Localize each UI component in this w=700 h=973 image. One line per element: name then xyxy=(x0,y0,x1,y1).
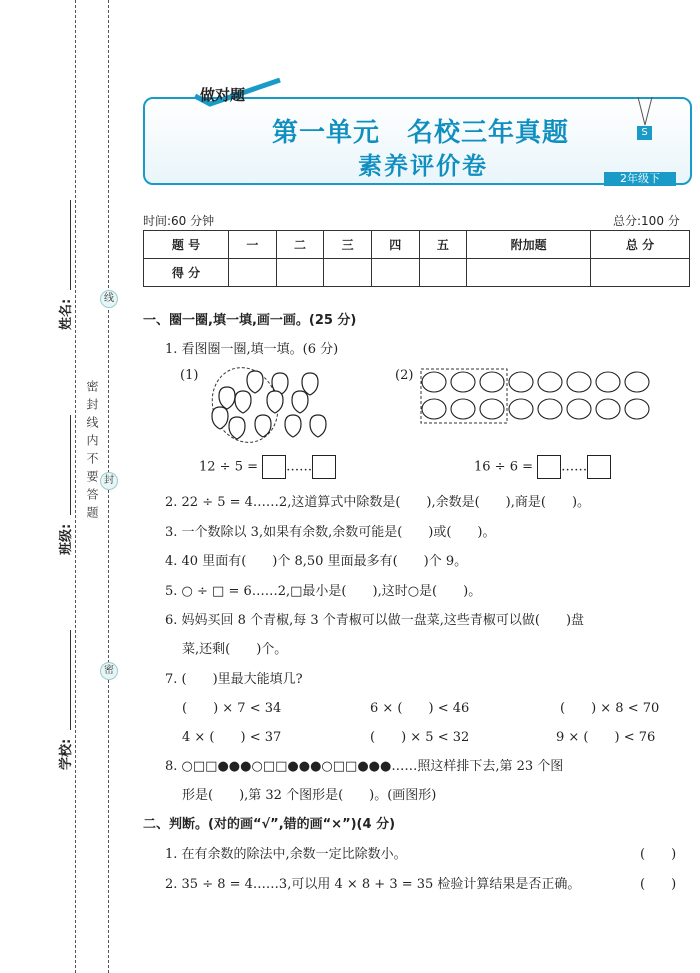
judge-question-1: 1. 在有余数的除法中,余数一定比除数小。 xyxy=(165,847,407,862)
seal-circle-dense: 密 xyxy=(100,662,118,680)
table-header-cell: 附加题 xyxy=(467,231,591,259)
answer-box-remainder[interactable] xyxy=(587,455,611,479)
judge-answer-2[interactable]: ( ) xyxy=(640,877,677,892)
table-header-cell: 四 xyxy=(371,231,419,259)
seal-warning-text: 密封线内不要答题 xyxy=(85,380,99,524)
judge-answer-1[interactable]: ( ) xyxy=(640,847,677,862)
table-header-cell: 一 xyxy=(229,231,277,259)
q7-item-1: ( ) × 7 < 34 xyxy=(182,701,282,716)
pumpkin-illustration xyxy=(420,368,660,424)
score-cell[interactable] xyxy=(371,259,419,287)
q7-item-4: 4 × ( ) < 37 xyxy=(182,730,282,745)
question-5: 5. ○ ÷ □ = 6……2,□最小是( ),这时○是( )。 xyxy=(165,584,482,599)
answer-box-quotient[interactable] xyxy=(537,455,561,479)
question-6-line2: 菜,还剩( )个。 xyxy=(182,642,288,657)
question-8-line1: 8. ○□□●●●○□□●●●○□□●●●……照这样排下去,第 23 个图 xyxy=(165,759,564,774)
name-underline xyxy=(70,200,71,290)
score-cell[interactable] xyxy=(324,259,372,287)
q7-item-6: 9 × ( ) < 76 xyxy=(556,730,656,745)
q7-item-5: ( ) × 5 < 32 xyxy=(370,730,470,745)
score-table-score-row xyxy=(144,259,690,287)
class-label: 班级: xyxy=(59,523,74,555)
remainder-dots: …… xyxy=(561,459,588,475)
question-1-equation2 xyxy=(474,455,611,479)
score-cell[interactable] xyxy=(419,259,467,287)
question-6-line1: 6. 妈妈买回 8 个青椒,每 3 个青椒可以做一盘菜,这些青椒可以做( )盘 xyxy=(165,613,585,628)
school-underline xyxy=(70,630,71,730)
seal-circle-seal: 封 xyxy=(100,472,118,490)
score-table-header-row xyxy=(144,231,690,259)
page-subtitle: 素养评价卷 xyxy=(358,152,488,180)
question-1: 1. 看图圈一圈,填一填。(6 分) xyxy=(165,342,339,357)
question-1-part2-label: (2) xyxy=(395,368,414,383)
name-label: 姓名: xyxy=(59,298,74,330)
class-underline xyxy=(70,415,71,515)
table-header-cell: 二 xyxy=(276,231,324,259)
hanging-tag-icon xyxy=(630,97,660,127)
question-8-line2: 形是( ),第 32 个图形是( )。(画图形) xyxy=(182,788,437,803)
score-cell[interactable] xyxy=(591,259,690,287)
score-cell[interactable] xyxy=(276,259,324,287)
page-title: 第一单元 名校三年真题 xyxy=(272,118,570,148)
section-tag: 做对题 xyxy=(200,86,246,104)
judge-question-2: 2. 35 ÷ 8 = 4……3,可以用 4 × 8 + 3 = 35 检验计算结果是否正确。 xyxy=(165,877,581,892)
question-3: 3. 一个数除以 3,如果有余数,余数可能是( )或( )。 xyxy=(165,525,496,540)
question-4: 4. 40 里面有( )个 8,50 里面最多有( )个 9。 xyxy=(165,554,468,569)
binding-dashed-line-left xyxy=(75,0,76,973)
table-header-cell: 五 xyxy=(419,231,467,259)
question-7: 7. ( )里最大能填几? xyxy=(165,672,303,687)
table-header-cell: 三 xyxy=(324,231,372,259)
q7-item-3: ( ) × 8 < 70 xyxy=(560,701,660,716)
strawberry-illustration xyxy=(205,365,340,445)
exam-time: 时间:60 分钟 xyxy=(143,214,215,228)
equation1-text: 12 ÷ 5 = xyxy=(199,459,258,475)
grade-badge: 2年级下 xyxy=(604,172,676,186)
q7-item-2: 6 × ( ) < 46 xyxy=(370,701,470,716)
section2-title: 二、判断。(对的画“√”,错的画“×”)(4 分) xyxy=(143,817,396,832)
equation2-text: 16 ÷ 6 = xyxy=(474,459,533,475)
level-badge: S xyxy=(637,126,652,140)
question-1-part1-label: (1) xyxy=(180,368,199,383)
school-label: 学校: xyxy=(59,738,74,770)
table-header-cell: 总 分 xyxy=(591,231,690,259)
score-cell[interactable] xyxy=(467,259,591,287)
exam-total-score: 总分:100 分 xyxy=(613,214,680,228)
remainder-dots: …… xyxy=(286,459,313,475)
answer-box-remainder[interactable] xyxy=(312,455,336,479)
score-table xyxy=(143,230,690,287)
score-cell[interactable] xyxy=(229,259,277,287)
answer-box-quotient[interactable] xyxy=(262,455,286,479)
score-row-label: 得 分 xyxy=(144,259,229,287)
question-1-equation1 xyxy=(199,455,336,479)
question-2: 2. 22 ÷ 5 = 4……2,这道算式中除数是( ),余数是( ),商是( )。 xyxy=(165,495,591,510)
table-header-cell: 题 号 xyxy=(144,231,229,259)
section1-title: 一、圈一圈,填一填,画一画。(25 分) xyxy=(143,313,357,328)
seal-circle-line: 线 xyxy=(100,290,118,308)
